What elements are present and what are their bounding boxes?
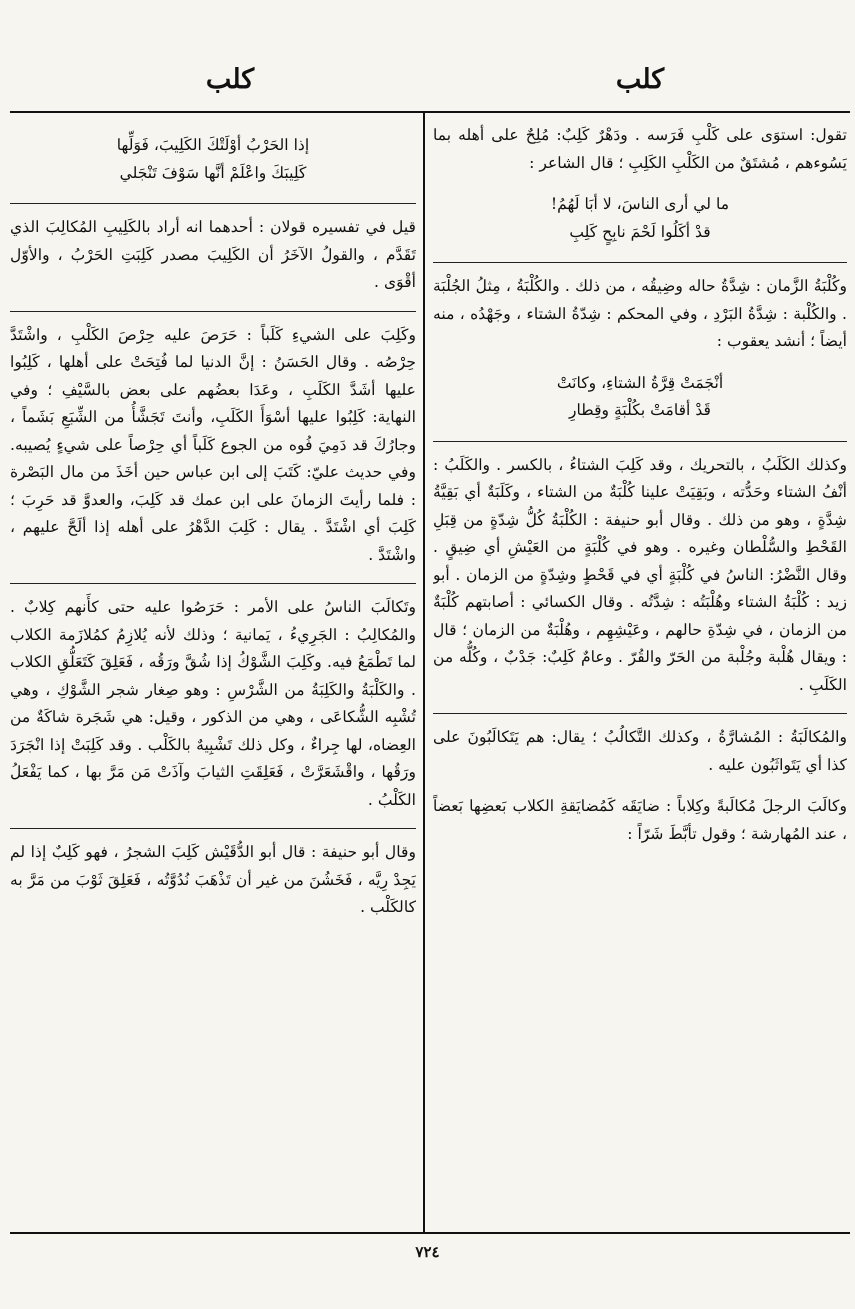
verse-line: قدْ أكَلُوا لَحْمَ نابِحٍ كَلِبِ [569,222,711,241]
section-separator [10,203,416,204]
entry-paragraph: وقال أبو حنيفة : قال أبو الدُّقَيْش كَلِبَ الشجرُ ، فهو كَلِبٌ إذا لم يَجِدْ رِيَّه ، فَخَشُنَ من غير أن تَذْهَبَ نُدُوَّتُه ، فَعَلِقَ ثَوْبَ من مَرَّ به كالكَلْب . [10,843,416,916]
left-column [10,122,416,1227]
section-separator [433,262,847,263]
entry-paragraph: وتَكالَبَ الناسُ على الأمر : حَرَصُوا عليه حتى كأَنهم كِلابٌ . والمُكالِبُ : الجَرِيءُ ، يَمانية ؛ وذلك لأنه يُلازِمُ كمُلازَمة الكلاب لما تَطْمَعُ فيه. وكَلِبَ الشَّوْكُ إذا شُقَّ ورَقُه ، فَعَلِقَ كَتَعَلُّقِ الكلاب . والكَلْبَةُ والكَلِبَةُ من الشَّرْسِ : وهو صِغار شجر الشَّوْكِ ، وهي تُشْبِه الشُّكاعَى ، وهي من الذكور ، وقيل: هي شَجَرة شاكَةٌ من العِضاه، لها جِراءٌ ، وكل ذلك تَشْبِيهٌ بالكَلْب . وقد كَلِبَتْ إذا انْجَرَدَ ورَقُها ، واقْشَعَرَّتْ ، فَعَلِقَتِ الثيابَ وآذَتْ مَن مَرَّ بها ، كما يَفْعَلُ الكَلْبُ . [10,598,416,809]
section-separator [10,828,416,829]
bottom-rule [10,1232,850,1234]
right-column [433,122,847,1227]
entry-paragraph: وكذلك الكَلَبُ ، بالتحريك ، وقد كَلِبَ الشتاءُ ، بالكسر . والكَلَبُ : أنْفُ الشتاء وحَدُّته ، وبَقِيَتْ علينا كُلْبَةٌ من الشتاء ، وكَلَبَةٌ أي بَقِيَّةُ شِدَّةٍ ، وهو من ذلك . وقال أبو حنيفة : الكُلْبَةُ كُلُّ شِدّةٍ من قِبَلِ القَحْطِ والسُّلْطان وغيره . وهو في كُلْبَةٍ من العَيْشِ أي ضِيقٍ . وقال النَّضْرُ: الناسُ في كُلْبَةٍ أي في قَحْطٍ وشِدّةٍ من الزمان . أبو زيد : كُلْبَةُ الشتاء وهُلْبَتُه : شِدَّتُه . وقال الكسائي : أصابتهم كُلْبَةٌ من الزمان ، في شِدّةِ حالهم ، وعَيْشِهِم ، وهُلْبَةٌ من الزمان ؛ قال : ويقال هُلْبة وجُلْبة من الحَرّ والقُرّ . وعامٌ كَلِبٌ: جَدْبٌ ، وكُلُّه من الكَلَبِ . [433,455,847,694]
entry-paragraph: وكُلْبَةُ الزَّمان : شِدَّةُ حاله وضِيقُه ، من ذلك . والكُلْبَةُ ، مِثلُ الجُلْبَة . والكُلْبة : شِدَّةُ البَرْدِ ، وفي المحكم : شِدّةُ الشتاء ، وجَهْدُه ، منه أيضاً ؛ أنشد يعقوب : [433,277,847,350]
verse-block [433,191,847,246]
section-separator [10,583,416,584]
entry-paragraph: والمُكالَبَةُ : المُشارَّةُ ، وكذلك التَّكالُبُ ؛ يقال: هم يَتَكالَبُونَ على كذا أي يَتَواثَبُون عليه . [433,728,847,774]
verse-line: قَدْ أقامَتْ بكُلْبَةٍ وقِطارِ [569,401,711,419]
header-word-left: كلب [205,64,255,95]
section-separator [10,311,416,312]
verse-line: إذا الحَرْبُ أوْلَتْكَ الكَلِيبَ، فَوَلِّها [116,136,310,154]
page-number: ٧٢٤ [415,1243,440,1261]
verse-line: أنْجَمَتْ قِرَّةُ الشتاءِ، وكانَتْ [556,373,724,392]
verse-block [433,370,847,425]
top-rule [10,111,850,113]
entry-paragraph: وكالَبَ الرجلَ مُكالَبةً وكِلاباً : ضايَقَه كَمُضايَقةِ الكلاب بَعضِها بَعضاً ، عند المُهارشة ؛ وقول تأبَّطَ شَرّاً : [433,797,847,843]
section-separator [433,441,847,442]
entry-paragraph: وكَلِبَ على الشيءِ كَلَباً : حَرَصَ عليه حِرْصَ الكَلْبِ ، واشْتَدَّ حِرْصُه . وقال الحَسَنُ : إنَّ الدنيا لما فُتِحَتْ على أهلها ، كَلِبُوا عليها أشَدَّ الكَلَبِ ، وعَدَا بعضُهم على بعض بالسَّيْفِ ؛ وفي النهاية: كَلِبُوا عليها أسْوَأَ الكَلَبِ، وأنتَ تَجَشَّأُ من الشِّبَعِ بَشَماً ، وجارُكَ قد دَمِيَ فُوه من الجوع كَلَباً أي حِرْصاً على شيءٍ يُصيبه. وفي حديث عليّ: كَتَبَ إلى ابن عباس حين أخَذَ من مال البَصْرة : فلما رأيتَ الزمانَ على ابن عمك قد كَلِبَ، والعدوَّ قد حَرِبَ ؛ كَلِبَ أي اشْتَدَّ . يقال : كَلِبَ الدَّهْرُ على أهله إذا ألَحَّ عليهم ، واشْتَدَّ . [10,325,416,564]
verse-line: كَلِيبَكَ واعْلَمْ أنَّها سَوْفَ تَنْجَلي [119,163,307,182]
section-separator [433,713,847,714]
entry-paragraph: تقول: استوَى على كَلْبِ فَرَسه . ودَهْرٌ كَلِبٌ: مُلِحٌ على أهله بما يَسُوءهم ، مُشتَقٌ من الكَلْبِ الكَلِبِ ؛ قال الشاعر : [433,126,847,172]
column-divider [423,111,425,1232]
verse-line: ما لي أرى الناسَ، لا أبَا لَهُمُ! [550,195,730,213]
entry-paragraph: قيل في تفسيره قولان : أحدهما انه أراد بالكَلِيبِ المُكالِبَ الذي تَقَدَّم ، والقولُ الآخَرُ أن الكَلِيبَ مصدر كَلِبَتِ الحَرْبُ ، والأوّل أقْوَى . [10,218,416,291]
verse-block [10,132,416,187]
header-word-right: كلب [615,64,665,95]
